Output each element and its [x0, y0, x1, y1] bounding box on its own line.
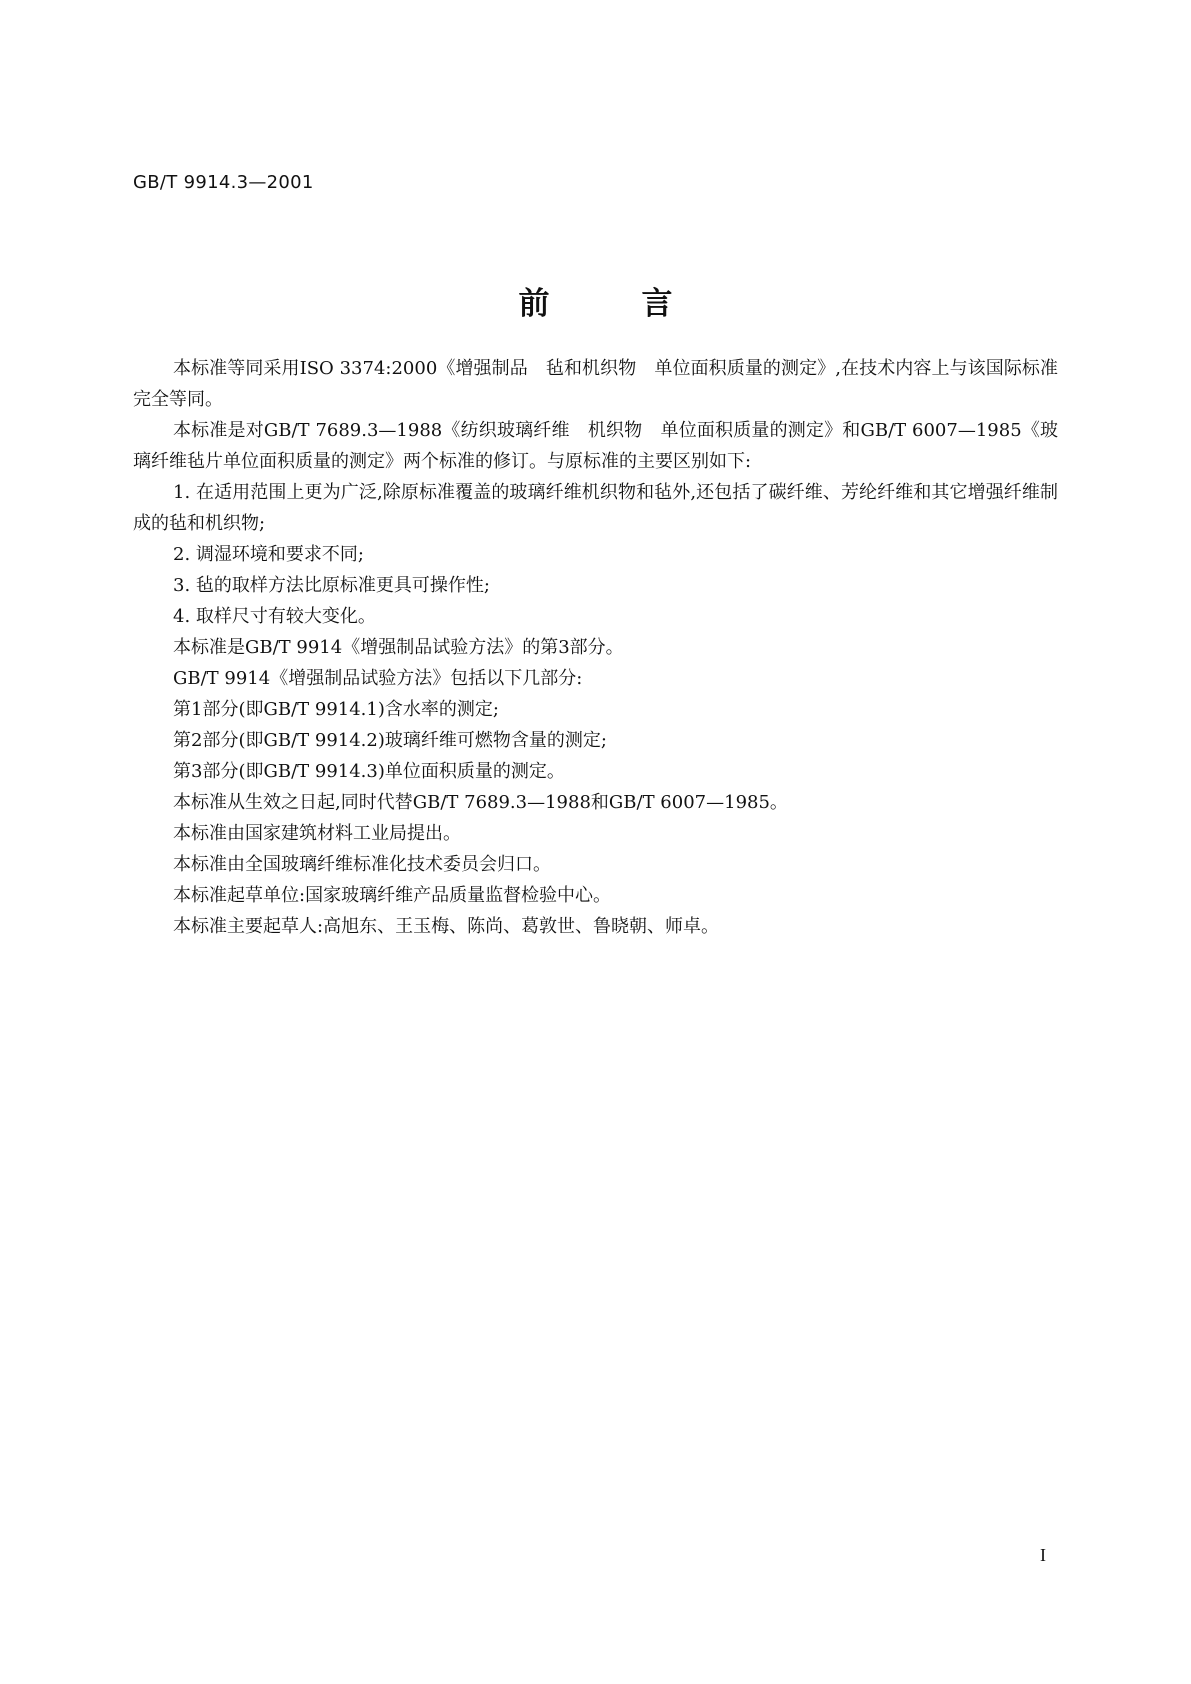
paragraph-part-of-series: 本标准是GB/T 9914《增强制品试验方法》的第3部分。 — [173, 637, 624, 658]
document-code: GB/T 9914.3—2001 — [133, 172, 314, 193]
paragraph-replaces: 本标准从生效之日起,同时代替GB/T 7689.3—1988和GB/T 6007—1985。 — [173, 792, 788, 813]
list-item-part-2: 第2部分(即GB/T 9914.2)玻璃纤维可燃物含量的测定; — [173, 730, 607, 751]
list-item-difference-4: 4. 取样尺寸有较大变化。 — [173, 606, 376, 627]
page-title: 前言 — [518, 286, 765, 322]
paragraph-adoption: 本标准等同采用ISO 3374:2000《增强制品 毡和机织物 单位面积质量的测定》,在技术内容上与该国际标准完全等同。 — [133, 358, 1058, 410]
list-item-difference-1: 1. 在适用范围上更为广泛,除原标准覆盖的玻璃纤维机织物和毡外,还包括了碳纤维、芳纶纤维和其它增强纤维制成的毡和机织物; — [133, 482, 1058, 534]
list-item-part-1: 第1部分(即GB/T 9914.1)含水率的测定; — [173, 699, 499, 720]
paragraph-drafting-unit: 本标准起草单位:国家玻璃纤维产品质量监督检验中心。 — [173, 885, 612, 906]
paragraph-series-parts-intro: GB/T 9914《增强制品试验方法》包括以下几部分: — [173, 668, 583, 689]
list-item-part-3: 第3部分(即GB/T 9914.3)单位面积质量的测定。 — [173, 761, 565, 782]
paragraph-under-jurisdiction: 本标准由全国玻璃纤维标准化技术委员会归口。 — [173, 854, 551, 875]
list-item-difference-3: 3. 毡的取样方法比原标准更具可操作性; — [173, 575, 490, 596]
list-item-difference-2: 2. 调湿环境和要求不同; — [173, 544, 364, 565]
paragraph-proposed-by: 本标准由国家建筑材料工业局提出。 — [173, 823, 461, 844]
foreword-body — [133, 353, 1058, 942]
paragraph-revision: 本标准是对GB/T 7689.3—1988《纺织玻璃纤维 机织物 单位面积质量的测定》和GB/T 6007—1985《玻璃纤维毡片单位面积质量的测定》两个标准的修订。与原标准的主要区别如下: — [133, 420, 1058, 472]
paragraph-main-drafters: 本标准主要起草人:高旭东、王玉梅、陈尚、葛敦世、鲁晓朝、师卓。 — [173, 916, 720, 937]
page-number: I — [1040, 1545, 1046, 1565]
